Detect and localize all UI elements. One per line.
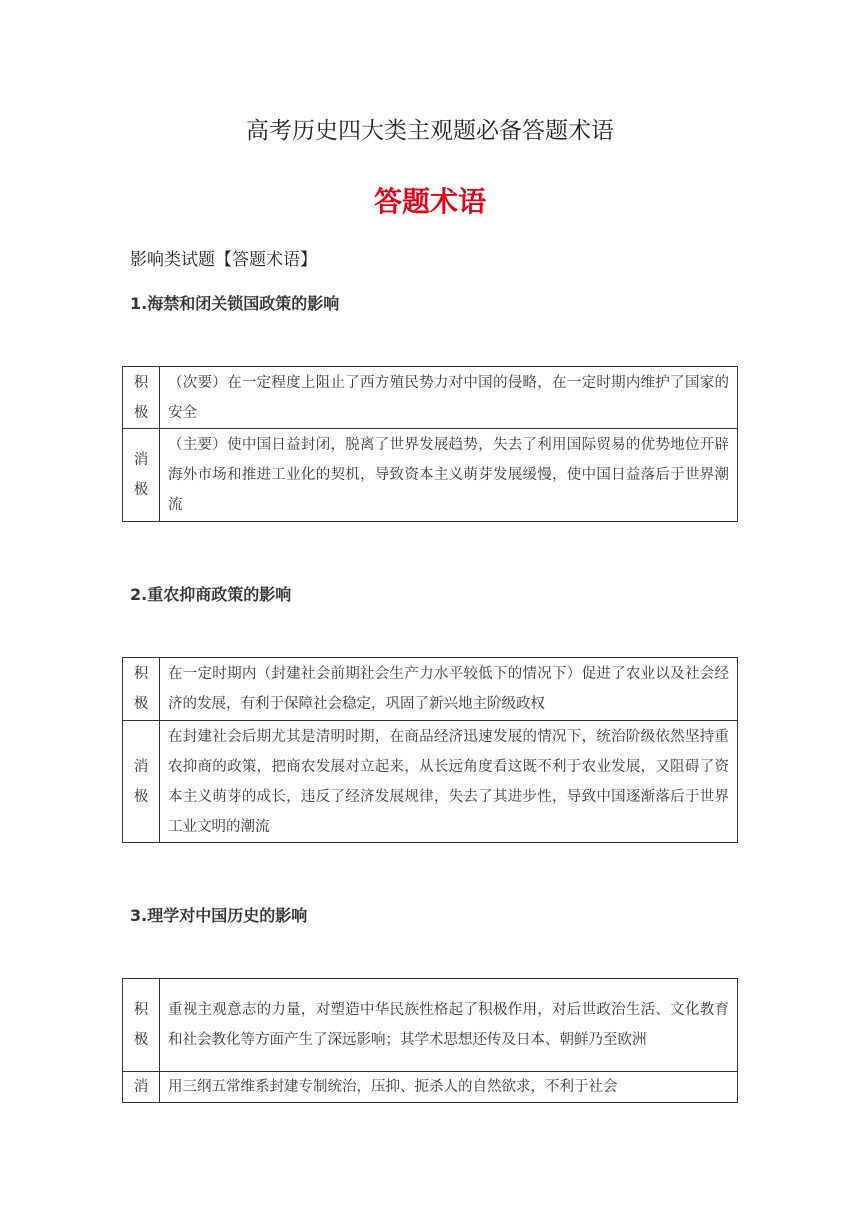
- section-heading-2: 2.重农抑商政策的影响: [130, 585, 292, 604]
- row-text: 在一定时期内（封建社会前期社会生产力水平较低下的情况下）促进了农业以及社会经济的发展，有利于保障社会稳定，巩固了新兴地主阶级政权: [160, 658, 738, 721]
- row-label: 积 极: [123, 658, 160, 721]
- row-text: 用三纲五常维系封建专制统治，压抑、扼杀人的自然欲求，不利于社会: [160, 1072, 738, 1103]
- row-label: 积 极: [123, 367, 160, 429]
- row-text: 重视主观意志的力量，对塑造中华民族性格起了积极作用，对后世政治生活、文化教育和社会教化等方面产生了深远影响；其学术思想还传及日本、朝鲜乃至欧洲: [160, 979, 738, 1072]
- impact-table-1: [122, 366, 738, 522]
- section-label: 影响类试题【答题术语】: [130, 250, 317, 270]
- table-row: [123, 367, 738, 429]
- row-label: 积 极: [123, 979, 160, 1072]
- row-text: 在封建社会后期尤其是清明时期，在商品经济迅速发展的情况下，统治阶级依然坚持重农抑商的政策，把商农发展对立起来，从长远角度看这既不利于农业发展，又阻碍了资本主义萌芽的成长，违反了经济发展规律，失去了其进步性，导致中国逐渐落后于世界工业文明的潮流: [160, 721, 738, 843]
- table-row: [123, 1072, 738, 1103]
- section-heading-1: 1.海禁和闭关锁国政策的影响: [130, 294, 340, 313]
- document-subtitle: 答题术语: [373, 185, 486, 218]
- table-row: [123, 658, 738, 721]
- impact-table-3: [122, 978, 738, 1103]
- table-row: [123, 721, 738, 843]
- table-row: [123, 429, 738, 522]
- row-label: 消: [123, 1072, 160, 1103]
- document-title: 高考历史四大类主观题必备答题术语: [246, 118, 614, 144]
- section-heading-3: 3.理学对中国历史的影响: [130, 906, 308, 925]
- row-text: （次要）在一定程度上阻止了西方殖民势力对中国的侵略，在一定时期内维护了国家的安全: [160, 367, 738, 429]
- table-row: [123, 979, 738, 1072]
- row-label: 消 极: [123, 429, 160, 522]
- row-label: 消 极: [123, 721, 160, 843]
- row-text: （主要）使中国日益封闭，脱离了世界发展趋势，失去了利用国际贸易的优势地位开辟海外市场和推进工业化的契机，导致资本主义萌芽发展缓慢，使中国日益落后于世界潮流: [160, 429, 738, 522]
- impact-table-2: [122, 657, 738, 843]
